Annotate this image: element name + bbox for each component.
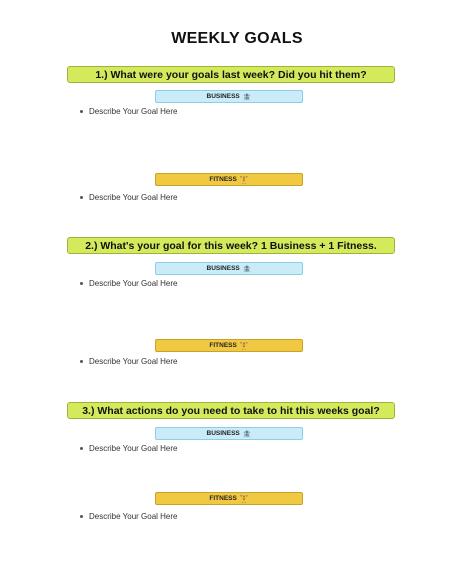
fitness-label: FITNESS <box>209 495 237 502</box>
section-2-business-item[interactable] <box>80 279 178 288</box>
bullet-icon <box>80 196 83 199</box>
list-item-text: Describe Your Goal Here <box>89 193 178 202</box>
section-3-header: 3.) What actions do you need to take to hit this weeks goal? <box>67 402 395 419</box>
list-item-text: Describe Your Goal Here <box>89 444 178 453</box>
weightlifter-icon: 🏋 <box>239 176 249 184</box>
section-2-fitness-tag <box>155 339 303 352</box>
bullet-icon <box>80 447 83 450</box>
section-1-header: 1.) What were your goals last week? Did you hit them? <box>67 66 395 83</box>
section-1-business-tag <box>155 90 303 103</box>
section-3-fitness-tag <box>155 492 303 505</box>
section-2-fitness-item[interactable] <box>80 357 178 366</box>
list-item-text: Describe Your Goal Here <box>89 279 178 288</box>
section-3-business-item[interactable] <box>80 444 178 453</box>
section-1-business-item[interactable] <box>80 107 178 116</box>
bank-icon: 🏦 <box>242 265 252 273</box>
bullet-icon <box>80 360 83 363</box>
section-2-header: 2.) What's your goal for this week? 1 Business + 1 Fitness. <box>67 237 395 254</box>
section-3-business-tag <box>155 427 303 440</box>
bullet-icon <box>80 282 83 285</box>
fitness-label: FITNESS <box>209 342 237 349</box>
bullet-icon <box>80 110 83 113</box>
section-1-fitness-tag <box>155 173 303 186</box>
section-2-business-tag <box>155 262 303 275</box>
bank-icon: 🏦 <box>242 93 252 101</box>
bank-icon: 🏦 <box>242 430 252 438</box>
business-label: BUSINESS <box>206 93 240 100</box>
business-label: BUSINESS <box>206 430 240 437</box>
section-3-fitness-item[interactable] <box>80 512 178 521</box>
weightlifter-icon: 🏋 <box>239 495 249 503</box>
weightlifter-icon: 🏋 <box>239 342 249 350</box>
list-item-text: Describe Your Goal Here <box>89 357 178 366</box>
fitness-label: FITNESS <box>209 176 237 183</box>
list-item-text: Describe Your Goal Here <box>89 512 178 521</box>
list-item-text: Describe Your Goal Here <box>89 107 178 116</box>
bullet-icon <box>80 515 83 518</box>
section-1-fitness-item[interactable] <box>80 193 178 202</box>
business-label: BUSINESS <box>206 265 240 272</box>
page-title: WEEKLY GOALS <box>171 30 303 47</box>
